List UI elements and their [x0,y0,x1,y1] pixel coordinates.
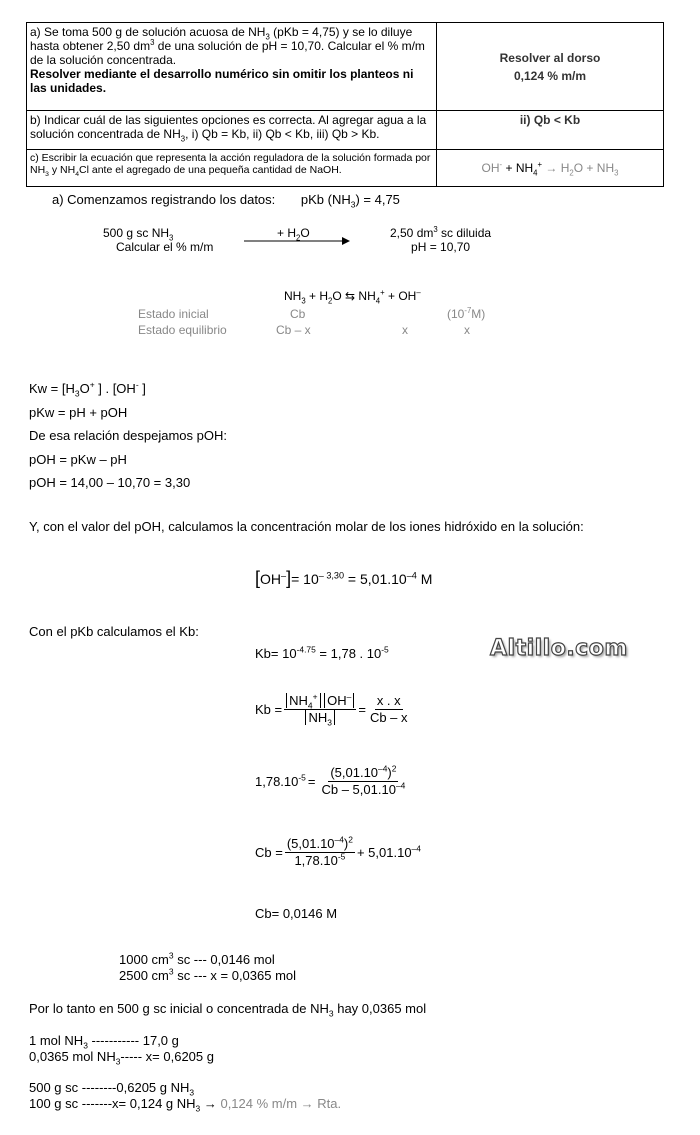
oh-exp2: –4 [406,570,417,581]
arrow-label-2: O [300,226,310,240]
diagram-right-1: 2,50 dm [390,226,434,240]
e3-num-end: ) [343,836,349,851]
m1-1: 1 mol NH [29,1033,84,1048]
e2-fraction [319,765,407,798]
oh-1: OH [260,571,282,587]
ratio-line-2: 2500 $cm^3$ sc --- x = 0,0365 mol [119,966,297,983]
kw-block [29,377,227,495]
kbf-eq: = [358,702,366,717]
eq-nh3: NH [284,289,302,303]
eq-nh4: O ⇆ NH [332,289,376,303]
diagram-right-1b: sc diluida [437,226,492,240]
kbf-rnum: x . x [376,693,401,708]
por-lo-tanto-line: Por lo tanto en 500 g sc inicial o concentrada de $NH_3$ hay 0,0365 mol [29,1001,427,1019]
question-a-text-2: (pKb = 4,75) y se lo diluye hasta obtener 2,50 dm [30,25,413,53]
question-c: c) Escribir la ecuación que representa la acción reguladora de la solución formada por $NH_3$ y $NH_4Cl$ ante el agregado de una pequeña cantidad de NaOH. [27,150,437,187]
eq-h2o: + H [305,289,329,303]
answer-a-line1: Resolver al dorso [499,50,601,65]
r2-2: sc --- x = 0,0365 mol [173,968,297,983]
final-line-2: 100 g sc -------x= 0,124 g $NH_3 \to 0,124$ % m/m → Rta. [29,1096,342,1114]
kw-4: ] [138,381,146,396]
r1-1: 1000 cm [119,952,169,967]
e2-eq: = [307,774,316,789]
e2-den: Cb – 5,01.10 [321,782,396,797]
mass-line-2: 0,0365 mol $NH_3-----$ x= 0,6205 g [29,1049,214,1067]
question-c-text-3: Cl ante el agregado de una pequeña cantidad de NaOH. [79,164,342,176]
answer-c-arrow: → H [542,161,570,175]
arrow-label-1: + H [277,226,297,240]
f2-2: → [200,1096,221,1111]
kb-value [255,646,389,661]
final-line-1: 500 g sc --------0,6205 g $NH_3$ [29,1080,195,1098]
intro-line: a) Comenzamos registrando los datos: pKb $(NH_3) = 4,75$ [52,192,400,210]
kw-1: Kw = [H [29,381,75,396]
kw-3: ] . [OH [94,381,136,396]
e3-num: (5,01.10 [286,836,335,851]
por-lo-2: hay 0,0365 mol [333,1001,427,1016]
poh1-line: pOH = pKw – pH [29,451,127,467]
row1-oh-1: (10 [447,307,465,321]
question-a-instruction: Resolver mediante el desarrollo numérico sin omitir los planteos ni las unidades. [30,67,414,95]
pkw-line: pKw = pH + pOH [29,404,128,420]
equilibrium-row1-oh: $(10^{-7}M)$ [447,306,486,321]
ratio-line-1: 1000 $cm^3$ sc --- 0,0146 mol [119,950,275,967]
e3-num-exp: –4 [334,834,344,845]
e3-den-exp: -5 [337,851,346,862]
m1-2: ----------- 17,0 g [87,1033,179,1048]
oh-4: M [416,571,433,587]
e2-den-exp: –4 [395,780,406,791]
answer-c-products: O + NH [573,161,615,175]
diagram-right-2: pH = 10,70 [411,240,471,254]
intro-pkb: pKb (NH [300,192,351,207]
kw-2: O [79,381,90,396]
poh2-line: pOH = 14,00 – 10,70 = 3,30 [29,475,191,490]
diagram-right: 2,50 $dm^3$ sc diluida pH = 10,70 [390,225,492,254]
kb-1: Kb= 10 [255,646,297,661]
m2-2: ----- x= 0,6205 g [120,1049,214,1064]
e2-num: (5,01.10 [330,765,379,780]
question-a: a) Se toma 500 g de solución acuosa de $NH_3$ (pKb = 4,75) y se lo diluye hasta obtener 2,50 $dm^3$ de una solución de pH = 10,70. Calcular el % m/m de la solución concentrada. Resolver mediante el desarrollo numérico sin omitir los planteos ni las unidades. [27,23,437,111]
f1-1: 500 g sc --------0,6205 g NH [29,1080,190,1095]
mass-block [29,1033,214,1065]
kw-line: $Kw = [H_3O^+$ ] . [OH- ] [29,379,146,399]
answer-a [437,23,664,111]
answer-b-text: ii) Qb < Kb [519,113,581,127]
cb-result: Cb= 0,0146 M [255,906,338,921]
watermark-logo: Altillo.com [490,636,628,661]
diagram-left: 500 g sc $NH_3$ Calcular el % m/m [103,226,214,254]
kbf-lhs: Kb = [255,702,283,717]
arrow-label: + $H_2O$ [277,226,310,243]
despejamos-line: De esa relación despejamos pOH: [29,428,227,443]
e3-fraction [285,836,355,869]
question-b-text-2: , i) Qb = Kb, ii) Qb < Kb, iii) Qb > Kb. [185,127,380,141]
kbf-rden: Cb – x [369,710,408,725]
con-pkb-line: Con el pKb calculamos el Kb: [29,624,199,639]
question-b-text: b) Indicar cuál de las siguientes opciones es correcta. Al agregar agua a la solución concentrada de NH [30,113,427,141]
ratio-block [119,952,296,984]
question-c-text: c) Escribir la ecuación que representa la acción reguladora de la solución formada por NH [30,152,431,176]
intro-text: a) Comenzamos registrando los datos: [52,192,276,207]
oh-3: = 5,01.10 [344,571,407,587]
e2-lhs-exp: -5 [298,772,306,783]
e3-num-sq: 2 [348,834,353,845]
e3-rhs-exp: –4 [411,843,421,854]
question-b: b) Indicar cuál de las siguientes opciones es correcta. Al agregar agua a la solución concentrada de $NH_3$, i) Qb = Kb, ii) Qb < Kb, iii) Qb > Kb. [27,111,437,150]
kb-equation-2 [255,765,409,798]
e2-num-exp: –4 [378,763,388,774]
eq-oh: + OH [384,289,417,303]
e3-rhs: + 5,01.10 [356,845,412,860]
diagram-left-1: 500 g sc NH [103,226,170,240]
equilibrium-row2-label: Estado equilibrio [138,323,227,337]
kbf-fraction-left: $\frac{NH_4^+ OH^-}{NH_3}$ [284,693,356,726]
answer-c-oh: OH [481,161,500,175]
diagram-left-2: Calcular el % m/m [116,240,214,254]
equilibrium-equation: $NH_3 + H_2O$ ⇆ $NH_4^+ + OH^-$ [284,288,421,306]
kbf-num2: OH [327,693,347,708]
row1-oh-2: M) [471,307,486,321]
r2-1: 2500 cm [119,968,169,983]
question-a-text: a) Se toma 500 g de solución acuosa de NH [30,25,266,39]
equilibrium-row2-x2: x [464,323,470,337]
kb-formula [255,693,412,726]
kb-exp2: -5 [381,644,389,655]
oh-2: = 10 [291,571,319,587]
cb-equation [255,836,421,869]
kbf-fraction-right [368,693,410,726]
answer-a-line2: 0,124 % m/m [513,68,587,83]
f2-1: 100 g sc -------x= 0,124 g NH [29,1096,196,1111]
equilibrium-row2-cb: Cb – x [276,323,311,337]
intro-pkb-value: ) = 4,75 [355,192,400,207]
por-lo-1: Por lo tanto en 500 g sc inicial o concentrada de NH [29,1001,329,1016]
answer-b [437,111,664,150]
oh-concentration: $[OH^-]= 10^{- 3,30} = 5,01.10^{-4}$ M [255,568,433,588]
e3-den: 1,78.10 [294,853,338,868]
equilibrium-row1-label: Estado inicial [138,307,209,321]
kb-2: = 1,78 . 10 [315,646,382,661]
final-block [29,1080,341,1112]
y-con-line: Y, con el valor del pOH, calculamos la concentración molar de los iones hidróxido en la solución: [29,519,584,534]
question-a-text-3: de una solución de pH = 10,70. Calcular el % m/m de la solución concentrada. [30,39,425,67]
question-table [26,22,664,187]
e3-lhs: Cb = [255,845,283,860]
kbf-num1: NH [289,693,308,708]
equilibrium-row2-x1: x [402,323,408,337]
answer-c-nh4: + NH [502,161,534,175]
e2-lhs: 1,78.10 [255,774,299,789]
arrow-icon [244,236,350,246]
f2-answer: 0,124 % m/m → Rta. [220,1096,342,1111]
kb-exp: -4.75 [296,644,316,655]
oh-exp: – 3,30 [318,570,345,581]
answer-c: $OH^- + NH_4^+ \to H_2O + NH_3$ [437,150,664,187]
m2-1: 0,0365 mol NH [29,1049,116,1064]
e2-num-sq: 2 [391,763,397,774]
equilibrium-row1-cb: Cb [290,307,306,321]
e2-num-end: ) [387,765,392,780]
mass-line-1: 1 mol $NH_3$ ----------- 17,0 g [29,1033,179,1051]
question-c-text-2: y NH [48,164,76,176]
r1-2: sc --- 0,0146 mol [173,952,275,967]
kbf-den: NH [308,710,328,725]
